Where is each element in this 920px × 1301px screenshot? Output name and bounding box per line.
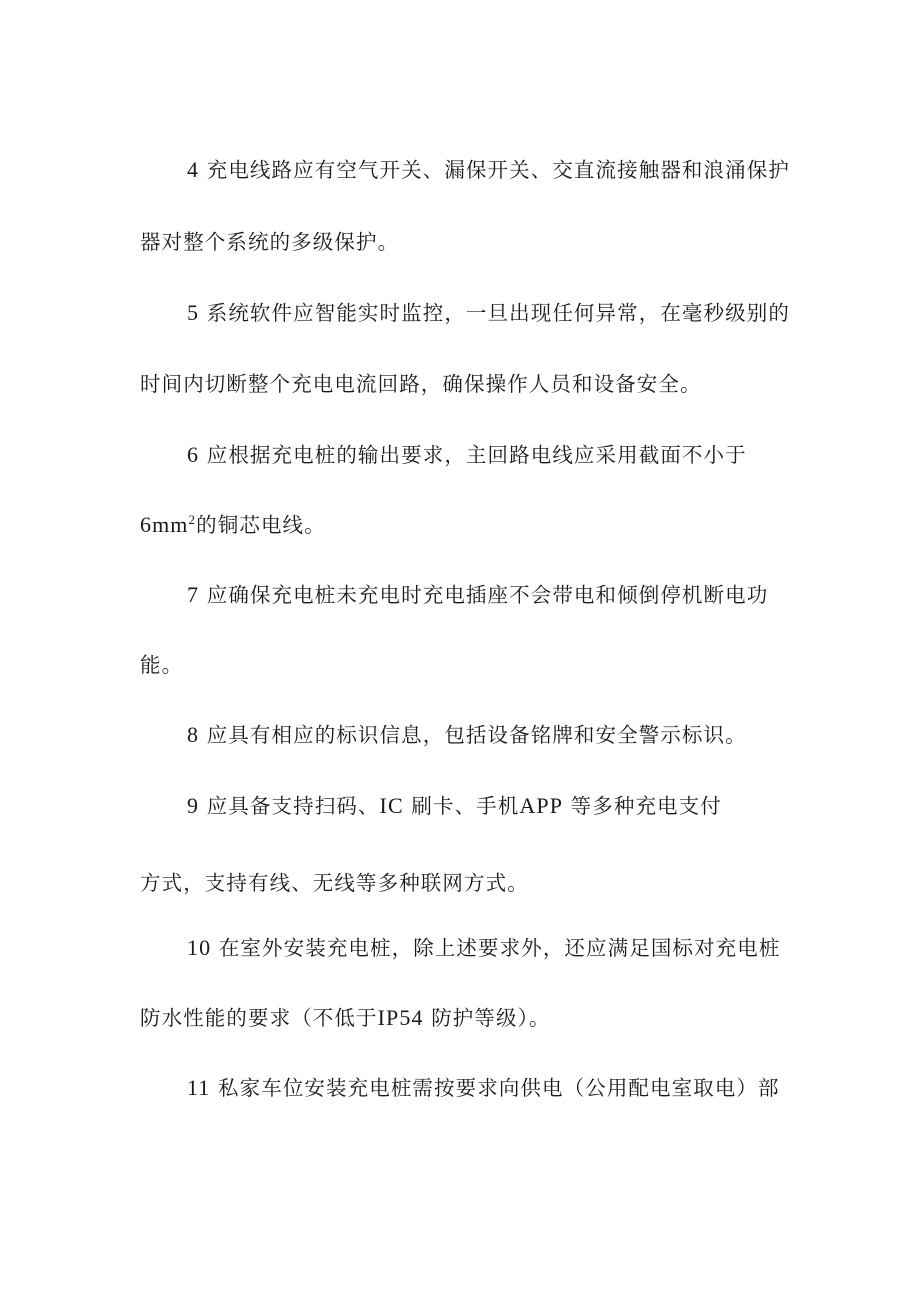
item-7-line-2 [140, 648, 183, 682]
item-10-number: 10 [187, 935, 212, 960]
item-8-number: 8 [187, 722, 200, 747]
item-10-ip-rating: IP54 [377, 1005, 424, 1030]
item-8-line-1 [187, 718, 747, 752]
item-10-text-2b: 防护等级）。 [431, 1006, 551, 1030]
item-9-app: APP [519, 793, 564, 818]
item-5-text-2: 时间内切断整个充电电流回路，确保操作人员和设备安全。 [140, 372, 702, 396]
item-5-number: 5 [187, 300, 200, 325]
item-10-line-2 [140, 1001, 551, 1035]
item-4-text-1: 充电线路应有空气开关、漏保开关、交直流接触器和浪涌保护 [206, 158, 790, 182]
item-4-text-2: 器对整个系统的多级保护。 [140, 230, 400, 254]
item-11-line-1 [187, 1071, 780, 1105]
item-9-number: 9 [187, 793, 200, 818]
item-7-number: 7 [187, 582, 200, 607]
item-6-line-1 [187, 438, 747, 472]
item-9-line-1 [187, 789, 722, 823]
item-6-cross-section-value: 6mm [140, 512, 189, 537]
item-6-text-1: 应根据充电桩的输出要求，主回路电线应采用截面不小于 [206, 443, 747, 467]
item-10-line-1 [187, 931, 780, 965]
item-6-superscript: 2 [188, 512, 197, 527]
item-4-number: 4 [187, 157, 200, 182]
item-5-line-1 [187, 296, 790, 330]
item-9-text-2: 方式，支持有线、无线等多种联网方式。 [140, 871, 529, 895]
item-8-text-1: 应具有相应的标识信息，包括设备铭牌和安全警示标识。 [206, 723, 747, 747]
item-6-number: 6 [187, 442, 200, 467]
item-7-text-1: 应确保充电桩未充电时充电插座不会带电和倾倒停机断电功 [206, 583, 769, 607]
item-6-text-2: 的铜芯电线。 [196, 513, 326, 537]
item-9-text-1b: 刷卡、手机 [411, 794, 520, 818]
item-9-ic: IC [379, 793, 404, 818]
item-7-line-1 [187, 578, 768, 612]
item-9-line-2 [140, 866, 529, 900]
item-4-line-2 [140, 225, 399, 259]
item-9-text-1c: 等多种充电支付 [570, 794, 722, 818]
item-10-text-2a: 防水性能的要求（不低于 [140, 1006, 378, 1030]
item-10-text-1: 在室外安装充电桩，除上述要求外，还应满足国标对充电桩 [218, 936, 781, 960]
item-5-text-1: 系统软件应智能实时监控，一旦出现任何异常，在毫秒级别的 [206, 301, 790, 325]
item-7-text-2: 能。 [140, 653, 184, 677]
item-11-text-1: 私家车位安装充电桩需按要求向供电（公用配电室取电）部 [218, 1076, 780, 1100]
item-9-text-1a: 应具备支持扫码、 [206, 794, 380, 818]
item-4-line-1 [187, 153, 790, 187]
item-11-number: 11 [187, 1075, 211, 1100]
item-5-line-2 [140, 367, 702, 401]
item-6-line-2 [140, 508, 326, 542]
